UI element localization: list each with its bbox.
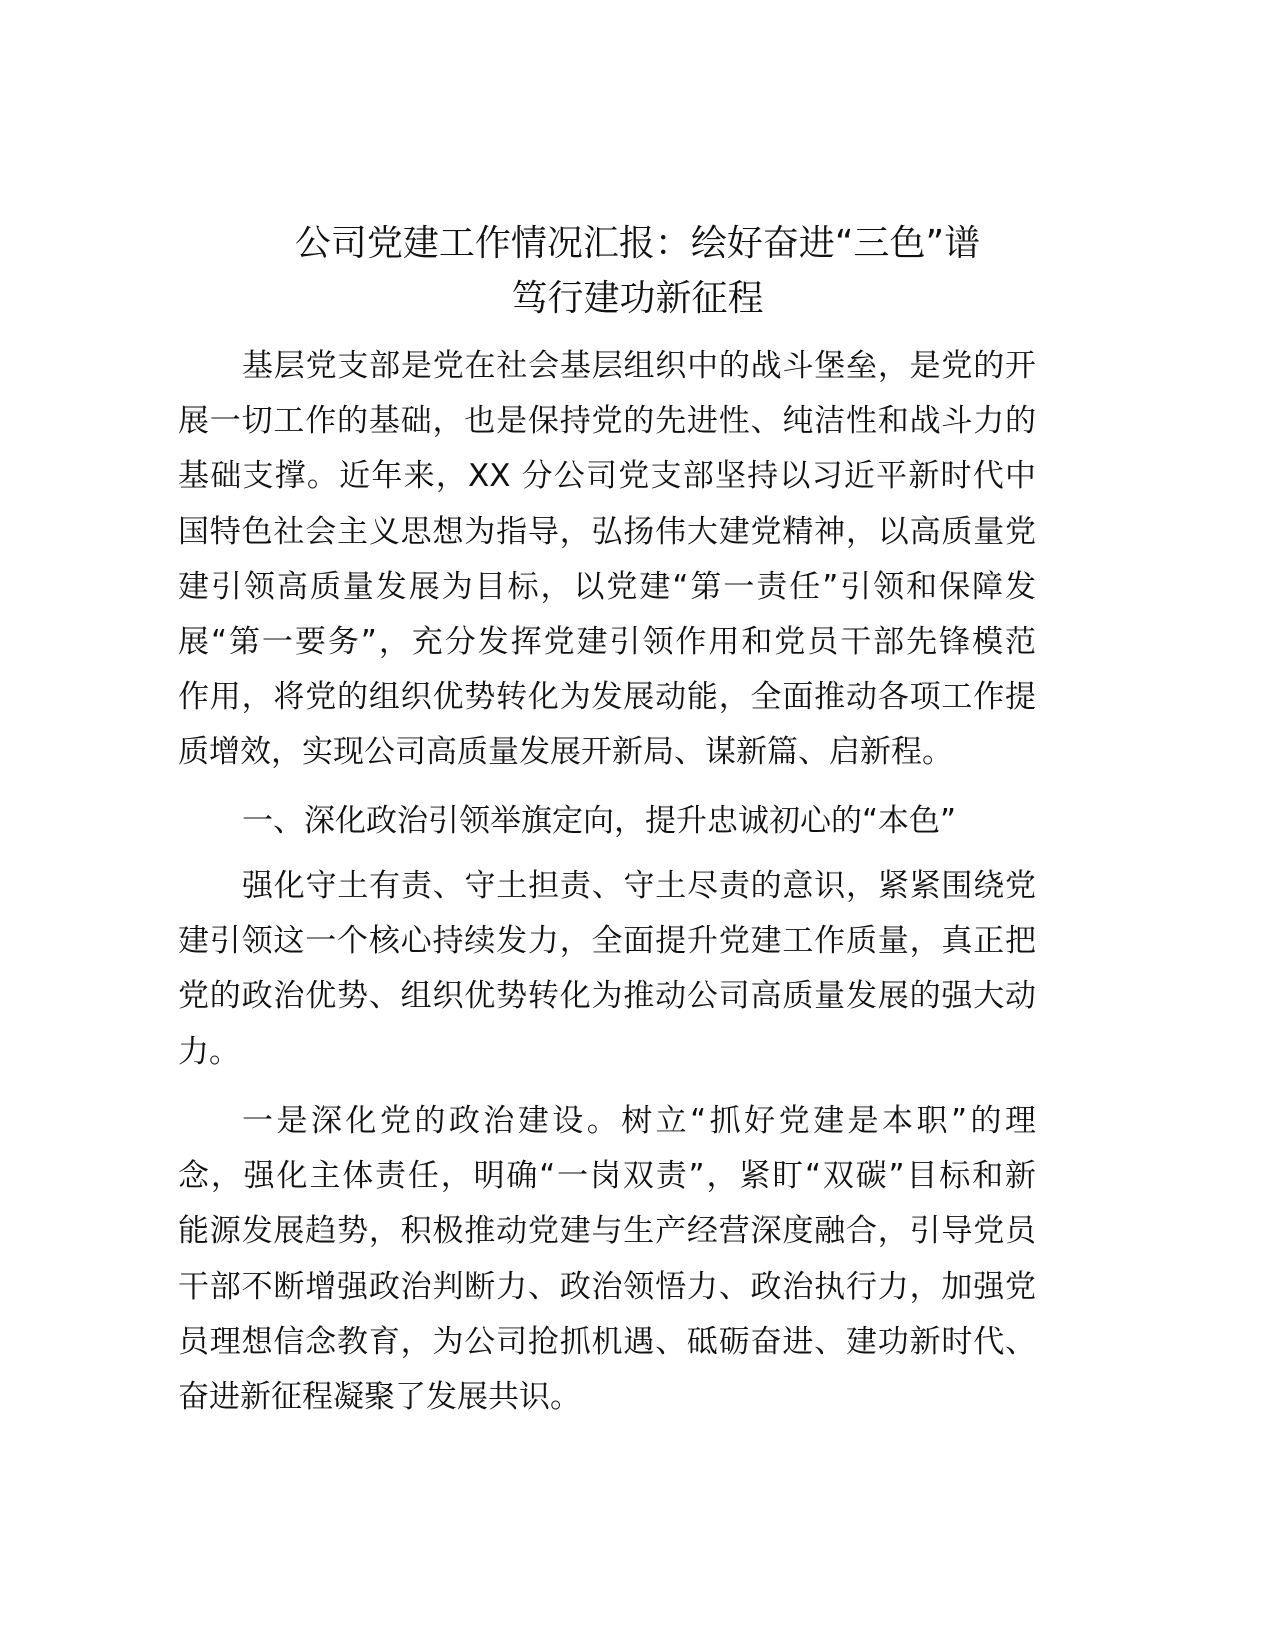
document-title xyxy=(150,216,1125,326)
point-paragraph xyxy=(178,1094,1036,1425)
text-line: 质增效，实现公司高质量发展开新局、谋新篇、启新程。 xyxy=(178,734,953,771)
text-line: 党的政治优势、组织优势转化为推动公司高质量发展的强大动 xyxy=(178,978,1036,1015)
text-line: 干部不断增强政治判断力、政治领悟力、政治执行力，加强党 xyxy=(178,1268,1036,1305)
text-line: 念，强化主体责任，明确“一岗双责”，紧盯“双碳”目标和新 xyxy=(178,1158,1036,1195)
section-heading xyxy=(178,794,1036,849)
text-line: 员理想信念教育，为公司抢抓机遇、砥砺奋进、建功新时代、 xyxy=(178,1323,1036,1360)
text-line: 作用，将党的组织优势转化为发展动能，全面推动各项工作提 xyxy=(178,679,1036,716)
text-line: 展一切工作的基础，也是保持党的先进性、纯洁性和战斗力的 xyxy=(178,403,1036,440)
text-line: 一、深化政治引领举旗定向，提升忠诚初心的“本色” xyxy=(242,803,957,839)
text-line: 展“第一要务”，充分发挥党建引领作用和党员干部先锋模范 xyxy=(178,623,1036,660)
text-line: 力。 xyxy=(178,1033,240,1070)
text-line: 建引领高质量发展为目标，以党建“第一责任”引领和保障发 xyxy=(178,568,1036,605)
title-line: 笃行建功新征程 xyxy=(511,278,764,319)
text-line: 奋进新征程凝聚了发展共识。 xyxy=(178,1378,581,1415)
text-line: 基础支撑。近年来，XX 分公司党支部坚持以习近平新时代中 xyxy=(178,458,1036,495)
section-paragraph xyxy=(178,859,1036,1080)
title-line: 公司党建工作情况汇报：绘好奋进“三色”谱 xyxy=(294,223,981,264)
text-line: 强化守土有责、守土担责、守土尽责的意识，紧紧围绕党 xyxy=(242,868,1036,904)
intro-paragraph xyxy=(178,339,1036,781)
text-line: 能源发展趋势，积极推动党建与生产经营深度融合，引导党员 xyxy=(178,1213,1036,1250)
text-line: 国特色社会主义思想为指导，弘扬伟大建党精神，以高质量党 xyxy=(178,513,1036,550)
text-line: 一是深化党的政治建设。树立“抓好党建是本职”的理 xyxy=(242,1103,1036,1139)
text-line: 建引领这一个核心持续发力，全面提升党建工作质量，真正把 xyxy=(178,923,1036,960)
text-line: 基层党支部是党在社会基层组织中的战斗堡垒，是党的开 xyxy=(242,348,1036,384)
